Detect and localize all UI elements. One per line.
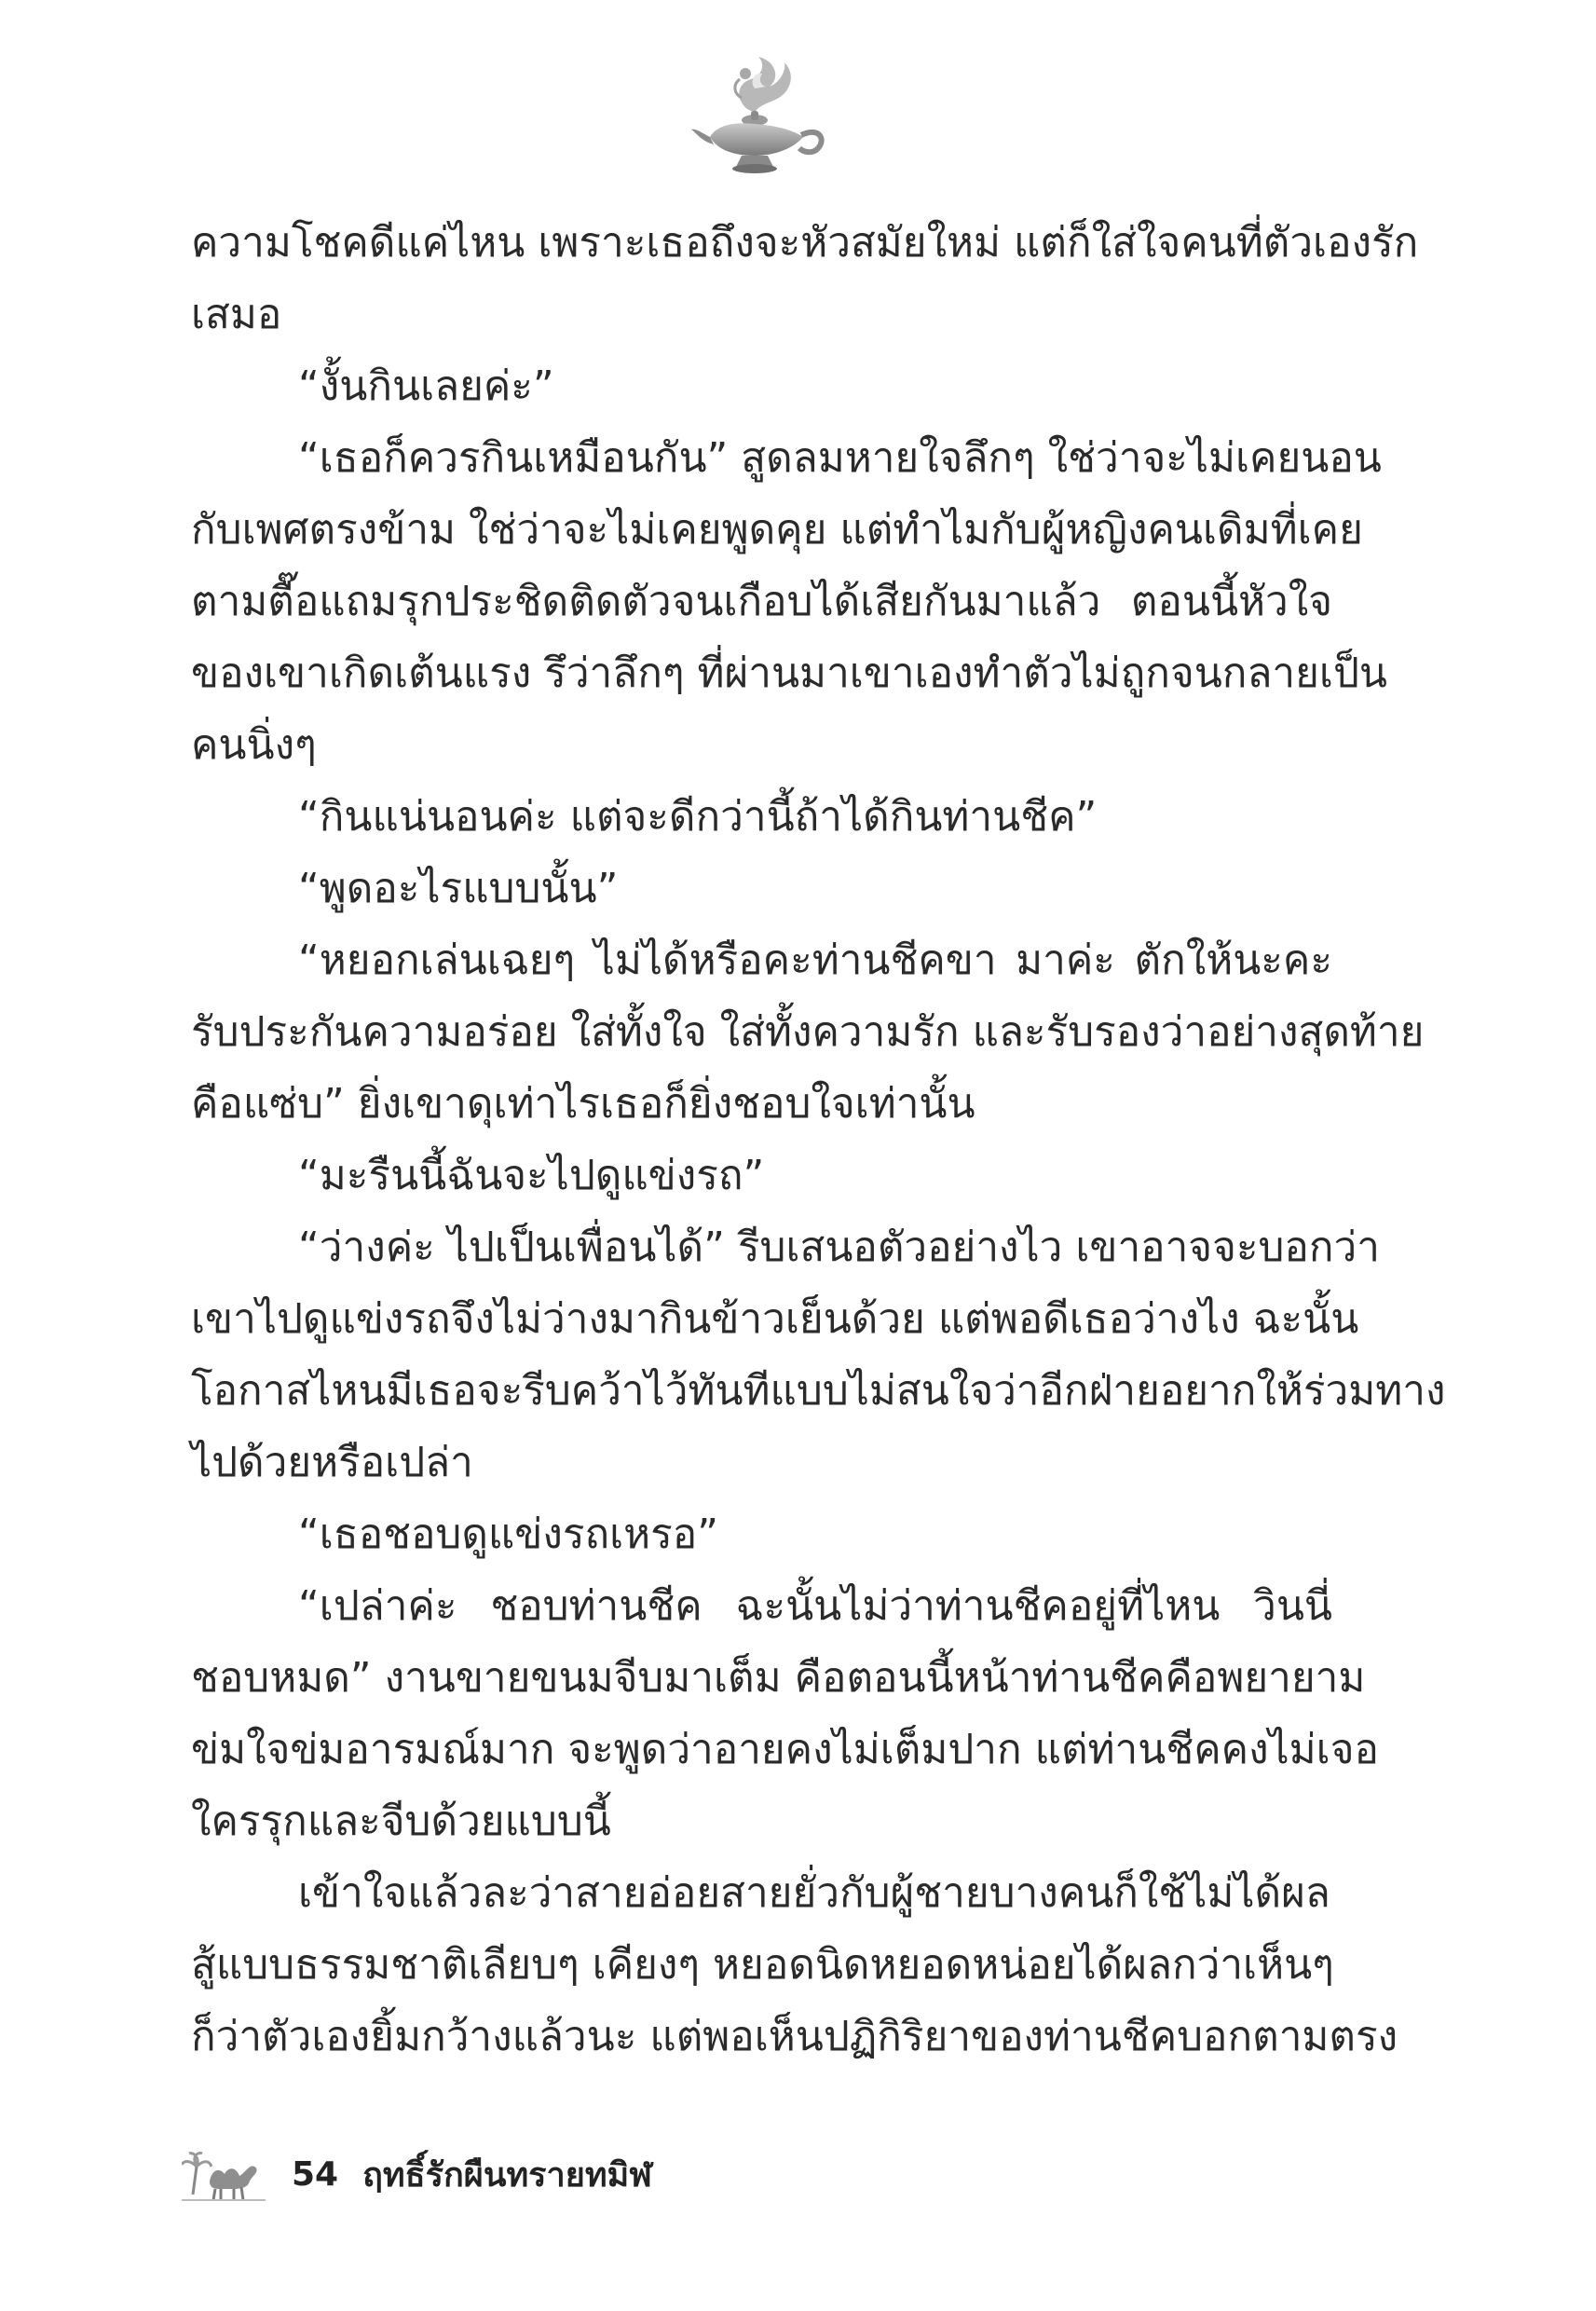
text-line: “พูดอะไรแบบนั้น” xyxy=(298,865,619,912)
text-line: เข้าใจแล้วละว่าสายอ่อยสายยั่วกับผู้ชายบางคนก็ใช้ไม่ได้ผล xyxy=(298,1869,1330,1917)
text-line: ตามตื๊อแถมรุกประชิดติดตัวจนเกือบได้เสียกันมาแล้ว ตอนนี้หัวใจ xyxy=(191,578,1332,625)
text-line: คือแซ่บ” ยิ่งเขาดุเท่าไรเธอก็ยิ่งชอบใจเท่านั้น xyxy=(191,1080,975,1128)
text-line: สู้แบบธรรมชาติเลียบๆ เคียงๆ หยอดนิดหยอดหน่อยได้ผลกว่าเห็นๆ xyxy=(191,1941,1334,1989)
text-line: “มะรืนนี้ฉันจะไปดูแข่งรถ” xyxy=(298,1152,765,1199)
text-line: “เธอก็ควรกินเหมือนกัน” สูดลมหายใจลึกๆ ใช่ว่าจะไม่เคยนอน xyxy=(298,434,1382,482)
text-line: โอกาสไหนมีเธอจะรีบคว้าไว้ทันทีแบบไม่สนใจว่าอีกฝ่ายอยากให้ร่วมทาง xyxy=(191,1367,1446,1415)
text-line: “หยอกเล่นเฉยๆ ไม่ได้หรือคะท่านชีคขา มาค่ะ ตักให้นะคะ xyxy=(298,937,1332,984)
text-line: เสมอ xyxy=(191,291,282,338)
text-line: “เธอชอบดูแข่งรถเหรอ” xyxy=(298,1511,718,1558)
text-line: “ว่างค่ะ ไปเป็นเพื่อนได้” รีบเสนอตัวอย่างไว เขาอาจจะบอกว่า xyxy=(298,1224,1380,1271)
page-footer xyxy=(182,2141,652,2207)
text-line: เขาไปดูแข่งรถจึงไม่ว่างมากินข้าวเย็นด้วย แต่พอดีเธอว่างไง ฉะนั้น xyxy=(191,1295,1359,1343)
camel-icon xyxy=(182,2146,266,2202)
text-line: ของเขาเกิดเต้นแรง รึว่าลึกๆ ที่ผ่านมาเขาเองทำตัวไม่ถูกจนกลายเป็น xyxy=(191,650,1387,697)
text-line: กับเพศตรงข้าม ใช่ว่าจะไม่เคยพูดคุย แต่ทำไมกับผู้หญิงคนเดิมที่เคย xyxy=(191,506,1363,554)
text-line: “กินแน่นอนค่ะ แต่จะดีกว่านี้ถ้าได้กินท่านชีค” xyxy=(298,793,1098,841)
text-line: ไปด้วยหรือเปล่า xyxy=(191,1439,473,1486)
body-text xyxy=(191,207,1446,2072)
text-line: ชอบหมด” งานขายขนมจีบมาเต็ม คือตอนนี้หน้าท่านชีคคือพยายาม xyxy=(191,1654,1366,1702)
text-line: ก็ว่าตัวเองยิ้มกว้างแล้วนะ แต่พอเห็นปฏิกิริยาของท่านชีคบอกตามตรง xyxy=(191,2013,1398,2060)
text-line: คนนิ่งๆ xyxy=(191,721,317,769)
book-title: ฤทธิ์รักผืนทรายทมิฬ xyxy=(362,2155,652,2195)
text-line: ความโชคดีแค่ไหน เพราะเธอถึงจะหัวสมัยใหม่ แต่ก็ใส่ใจคนที่ตัวเองรัก xyxy=(191,219,1419,267)
text-line: “งั้นกินเลยค่ะ” xyxy=(298,362,554,410)
text-line: ข่มใจข่มอารมณ์มาก จะพูดว่าอายคงไม่เต็มปาก แต่ท่านชีคคงไม่เจอ xyxy=(191,1726,1379,1773)
page-number: 54 xyxy=(292,2154,339,2194)
text-line: รับประกันความอร่อย ใส่ทั้งใจ ใส่ทั้งความรัก และรับรองว่าอย่างสุดท้าย xyxy=(191,1008,1425,1056)
genie-lamp-icon xyxy=(689,51,829,182)
text-line: ใครรุกและจีบด้วยแบบนี้ xyxy=(191,1798,611,1845)
text-line: “เปล่าค่ะ ชอบท่านชีค ฉะนั้นไม่ว่าท่านชีคอยู่ที่ไหน วินนี่ xyxy=(298,1582,1332,1630)
